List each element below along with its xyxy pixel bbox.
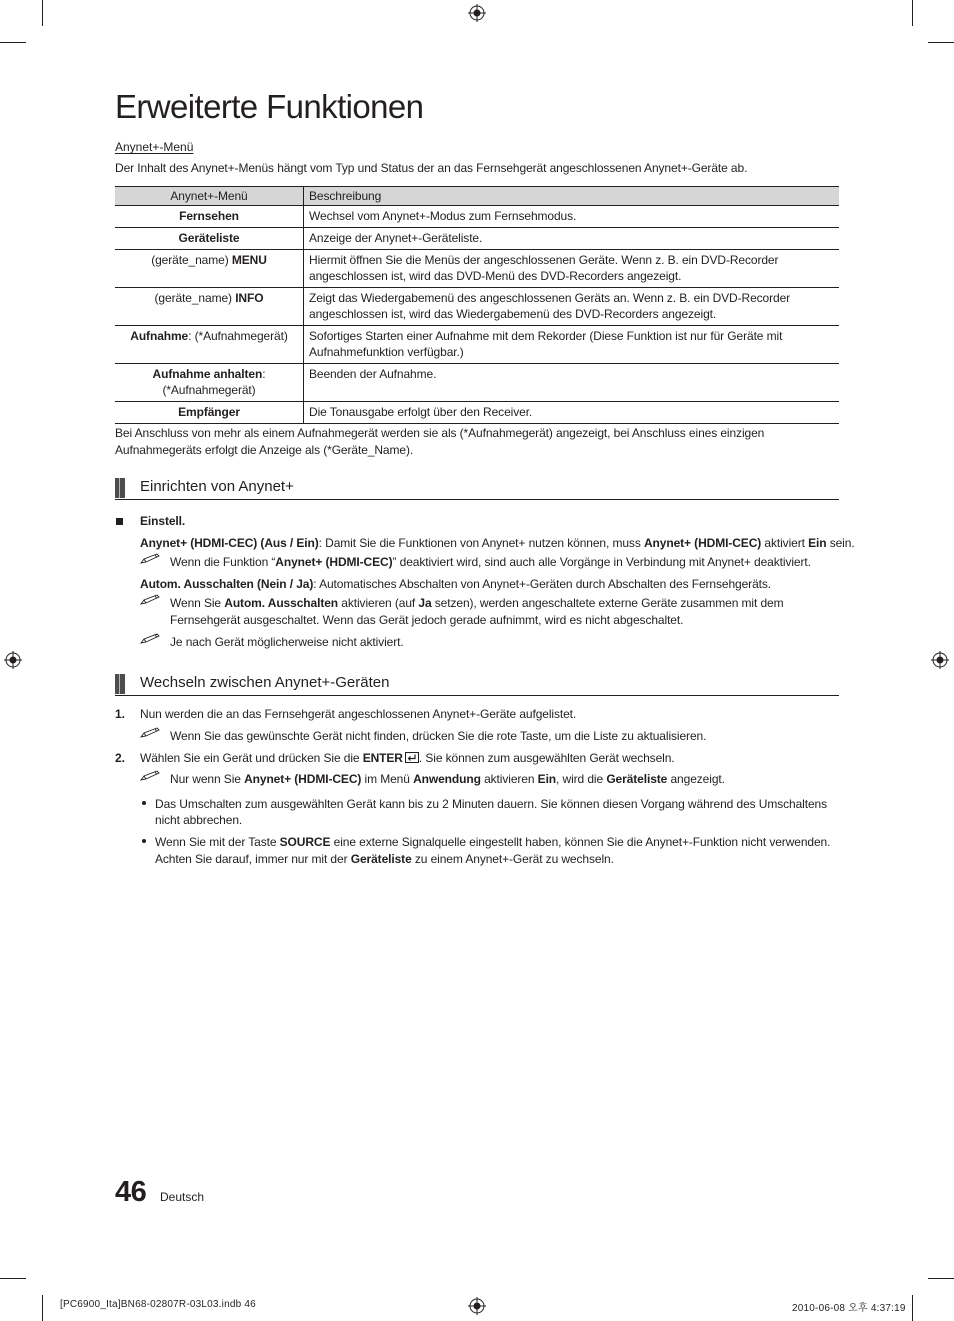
hdmi-cec-label: Anynet+ (HDMI-CEC) (Aus / Ein)	[140, 536, 319, 550]
text-run: , wird die	[556, 772, 607, 786]
table-cell-description: Wechsel vom Anynet+-Modus zum Fernsehmodus.	[304, 206, 840, 228]
device-dependency-note: Je nach Gerät möglicherweise nicht aktiviert.	[170, 635, 404, 649]
menu-item-name: Aufnahme anhalten	[152, 367, 263, 381]
text-run: angezeigt.	[667, 772, 725, 786]
table-row	[115, 250, 839, 288]
text-run: : Automatisches Abschalten von Anynet+-Geräten durch Abschalten des Fernsehgeräts.	[313, 577, 772, 591]
table-cell-description: Zeigt das Wiedergabemenü des angeschlossenen Geräts an. Wenn z. B. ein DVD-Recorder angeschlossen ist, wird das Wiedergabemenü des DVD-Recorders angezeigt.	[304, 288, 840, 326]
text-run: ” deaktiviert wird, sind auch alle Vorgänge in Verbindung mit Anynet+ deaktiviert.	[392, 555, 811, 569]
hdmi-cec-note	[170, 554, 811, 571]
anynet-menu-intro: Der Inhalt des Anynet+-Menüs hängt vom Typ und Status der an das Fernsehgerät angeschlossenen Anynet+-Geräte ab.	[115, 161, 748, 175]
crop-mark	[912, 0, 913, 26]
auto-off-note-line1	[170, 595, 784, 612]
section-bar-icon	[115, 478, 125, 498]
menu-item-suffix: :	[262, 367, 266, 381]
menu-item-suffix: : (*Aufnahmegerät)	[188, 329, 288, 343]
table-cell-menu	[115, 228, 304, 250]
page-number: 46	[115, 1176, 147, 1208]
text-run: Geräteliste	[350, 852, 412, 866]
crop-mark	[0, 1278, 26, 1279]
registration-mark-icon	[468, 1297, 486, 1315]
square-bullet-icon	[116, 518, 123, 525]
table-header-description: Beschreibung	[304, 187, 840, 206]
pencil-note-icon	[140, 553, 160, 565]
crop-mark	[928, 1278, 954, 1279]
menu-item-name: Empfänger	[178, 405, 240, 419]
page-language: Deutsch	[160, 1190, 205, 1204]
registration-mark-icon	[4, 651, 22, 669]
menu-item-name: MENU	[231, 253, 267, 267]
step-number: 2.	[115, 751, 126, 765]
auto-off-note-line2: Fernsehgerät ausgeschaltet. Wenn das Gerät jedoch gerade aufnimmt, wird es nicht abgeschaltet.	[170, 613, 684, 627]
bullet2-line1	[155, 834, 830, 851]
print-file-info: [PC6900_Ita]BN68-02807R-03L03.indb 46	[60, 1299, 256, 1310]
menu-item-name: INFO	[235, 291, 264, 305]
menu-item-name: Aufnahme	[130, 329, 189, 343]
bullet2-line2	[155, 851, 614, 868]
table-cell-description: Sofortiges Starten einer Aufnahme mit dem Rekorder (Diese Funktion ist nur für Geräte mit Aufnahmefunktion verfügbar.)	[304, 326, 840, 364]
bullet-dot-icon	[142, 801, 146, 805]
menu-item-prefix: (geräte_name)	[151, 253, 232, 267]
text-run: Anwendung	[413, 772, 481, 786]
crop-mark	[0, 42, 26, 43]
anynet-menu-table	[115, 186, 839, 424]
section-bar-icon	[115, 674, 125, 694]
text-run: Wählen Sie ein Gerät und drücken Sie die	[140, 751, 363, 765]
table-cell-description: Hiermit öffnen Sie die Menüs der angeschlossenen Geräte. Wenn z. B. ein DVD-Recorder angeschlossen ist, wird das DVD-Menü des DVD-Recorders angezeigt.	[304, 250, 840, 288]
text-run: Wenn die Funktion “	[170, 555, 276, 569]
text-run: zu einem Anynet+-Gerät zu wechseln.	[411, 852, 614, 866]
text-run: Ein	[537, 772, 557, 786]
registration-mark-icon	[468, 4, 486, 22]
print-timestamp: 2010-06-08 오후 4:37:19	[792, 1303, 906, 1314]
text-run: Autom. Ausschalten	[224, 596, 339, 610]
bullet-dot-icon	[142, 839, 146, 843]
menu-item-prefix: (geräte_name)	[154, 291, 236, 305]
text-run: : Damit Sie die Funktionen von Anynet+ nutzen können, muss	[318, 536, 644, 550]
crop-mark	[912, 1295, 913, 1321]
text-run: Anynet+ (HDMI-CEC)	[275, 555, 393, 569]
text-run: Geräteliste	[606, 772, 668, 786]
step-number: 1.	[115, 707, 126, 721]
text-run: ENTER	[362, 751, 403, 765]
auto-off-description	[140, 576, 771, 593]
table-header-menu: Anynet+-Menü	[115, 187, 304, 206]
table-cell-menu	[115, 326, 304, 364]
recorder-display-note: Bei Anschluss von mehr als einem Aufnahmegerät werden sie als (*Aufnahmegerät) angezeigt, bei Anschluss eines einzigen Aufnahmegeräts erfolgt die Anzeige als (*Geräte_Name).	[115, 426, 765, 457]
section-header-setup	[115, 477, 839, 500]
table-cell-description: Beenden der Aufnahme.	[304, 364, 840, 402]
text-run: Achten Sie darauf, immer nur mit der	[155, 852, 351, 866]
text-run: Ein	[808, 536, 827, 550]
table-row	[115, 228, 839, 250]
text-run: . Sie können zum ausgewählten Gerät wechseln.	[418, 751, 675, 765]
text-run: setzen), werden angeschaltete externe Geräte zusammen mit dem	[431, 596, 784, 610]
settings-label: Einstell.	[140, 514, 186, 528]
table-cell-menu	[115, 206, 304, 228]
text-run: aktivieren	[480, 772, 538, 786]
menu-item-second-line: (*Aufnahmegerät)	[162, 383, 256, 397]
text-run: im Menü	[361, 772, 414, 786]
pencil-note-icon	[140, 633, 160, 645]
crop-mark	[928, 42, 954, 43]
table-cell-menu	[115, 402, 304, 424]
table-cell-menu	[115, 364, 304, 402]
crop-mark	[42, 1295, 43, 1321]
step1-note: Wenn Sie das gewünschte Gerät nicht finden, drücken Sie die rote Taste, um die Liste zu aktualisieren.	[170, 729, 707, 743]
bullet1-line2: nicht abbrechen.	[155, 813, 243, 827]
bullet1-line1: Das Umschalten zum ausgewählten Gerät kann bis zu 2 Minuten dauern. Sie können diesen Vorgang während des Umschaltens	[155, 797, 828, 811]
text-run: aktiviert	[761, 536, 809, 550]
text-run: aktivieren (auf	[338, 596, 419, 610]
section-title: Wechseln zwischen Anynet+-Geräten	[140, 674, 390, 691]
text-run: Anynet+ (HDMI-CEC)	[244, 772, 362, 786]
menu-item-name: Fernsehen	[179, 209, 239, 223]
auto-off-label: Autom. Ausschalten (Nein / Ja)	[140, 577, 314, 591]
step1-text: Nun werden die an das Fernsehgerät angeschlossenen Anynet+-Geräte aufgelistet.	[140, 707, 577, 721]
step2-note	[170, 771, 725, 788]
anynet-menu-heading: Anynet+-Menü	[115, 140, 194, 154]
pencil-note-icon	[140, 727, 160, 739]
pencil-note-icon	[140, 770, 160, 782]
table-row	[115, 206, 839, 228]
text-run: Anynet+ (HDMI-CEC)	[643, 536, 762, 550]
table-cell-description: Anzeige der Anynet+-Geräteliste.	[304, 228, 840, 250]
table-cell-description: Die Tonausgabe erfolgt über den Receiver.	[304, 402, 840, 424]
text-run: Wenn Sie	[170, 596, 225, 610]
table-cell-menu	[115, 250, 304, 288]
menu-item-name: Geräteliste	[178, 231, 240, 245]
text-run: Nur wenn Sie	[170, 772, 245, 786]
table-row	[115, 402, 839, 424]
table-row	[115, 326, 839, 364]
text-run: SOURCE	[279, 835, 331, 849]
table-cell-menu	[115, 288, 304, 326]
enter-icon	[405, 752, 419, 763]
text-run: eine externe Signalquelle eingestellt haben, können Sie die Anynet+-Funktion nicht verwenden.	[330, 835, 831, 849]
step2-text	[140, 750, 675, 767]
text-run: sein.	[826, 536, 855, 550]
section-header-switch	[115, 673, 839, 696]
text-run: Ja	[418, 596, 432, 610]
text-run: Wenn Sie mit der Taste	[155, 835, 280, 849]
crop-mark	[42, 0, 43, 26]
table-row	[115, 288, 839, 326]
pencil-note-icon	[140, 594, 160, 606]
table-row	[115, 364, 839, 402]
registration-mark-icon	[931, 651, 949, 669]
page-title: Erweiterte Funktionen	[115, 88, 424, 125]
section-title: Einrichten von Anynet+	[140, 478, 294, 495]
table-header-row	[115, 187, 839, 206]
hdmi-cec-description	[140, 535, 855, 552]
